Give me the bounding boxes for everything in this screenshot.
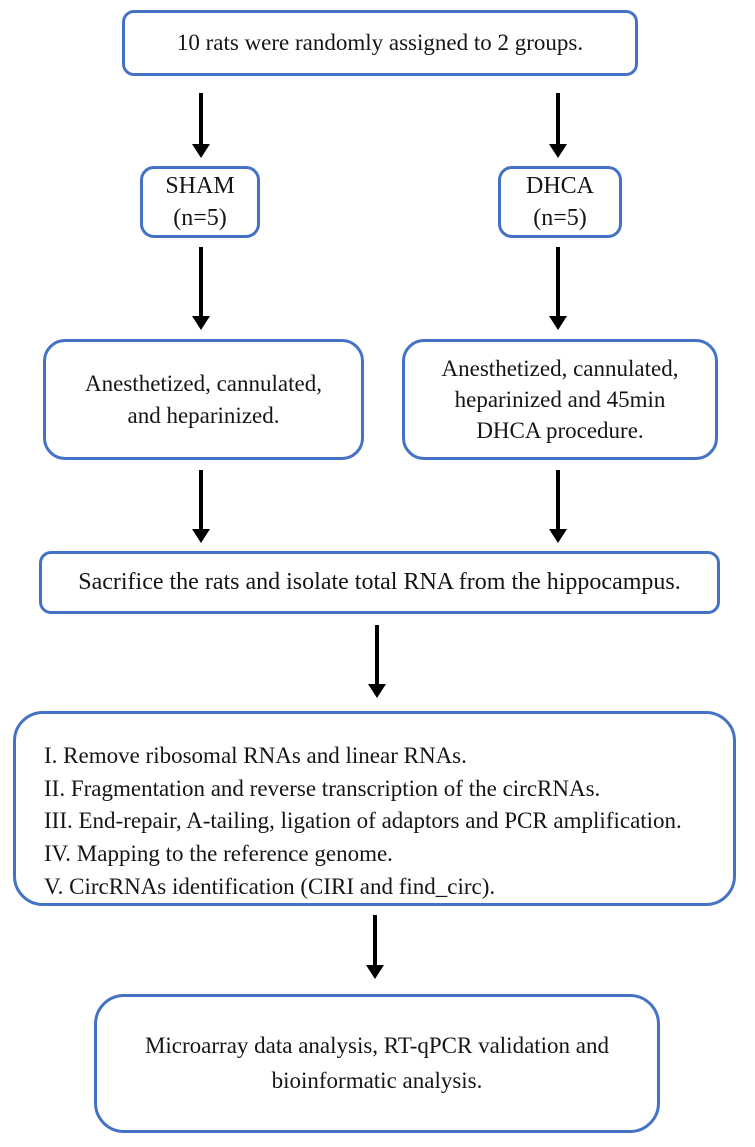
arrow-head-icon [192,529,210,543]
sequencing-step-item: V. CircRNAs identification (CIRI and find_circ). [44,873,496,899]
sacrifice-box [39,551,720,614]
arrow-stem [556,93,560,144]
sacrifice-text: Sacrifice the rats and isolate total RNA from the hippocampus. [78,569,681,596]
dhca-group-box [498,166,622,238]
arrow-steps-to-analysis [366,915,384,979]
sham-group-count: (n=5) [173,205,227,231]
arrow-sham-procedure-to-sacrifice [192,470,210,543]
dhca-procedure-box [402,339,718,460]
assignment-text: 10 rats were randomly assigned to 2 groups. [176,30,584,56]
arrow-stem [556,470,560,529]
sham-procedure-box [43,339,364,460]
arrow-head-icon [192,144,210,158]
arrow-stem [556,247,560,316]
dhca-group-count: (n=5) [533,205,587,231]
arrow-assignment-to-dhca [549,93,567,158]
sequencing-step-item: II. Fragmentation and reverse transcription of the circRNAs. [44,775,601,801]
sequencing-step-item: III. End-repair, A-tailing, ligation of adaptors and PCR amplification. [44,808,682,834]
arrow-dhca-to-procedure [549,247,567,330]
arrow-stem [199,247,203,316]
arrow-assignment-to-sham [192,93,210,158]
arrow-stem [199,93,203,144]
sham-procedure-line: Anesthetized, cannulated, [85,371,322,397]
sequencing-step-item: I. Remove ribosomal RNAs and linear RNAs. [44,743,467,768]
arrow-stem [199,470,203,529]
sham-group-name: SHAM [165,172,235,199]
arrow-head-icon [366,965,384,979]
arrow-head-icon [368,684,386,698]
arrow-dhca-procedure-to-sacrifice [549,470,567,543]
sequencing-step-item: IV. Mapping to the reference genome. [44,840,393,866]
sham-group-box [140,166,260,238]
arrow-head-icon [549,529,567,543]
arrow-stem [375,625,379,684]
sequencing-steps-box [13,711,736,906]
assignment-box [122,10,638,76]
arrow-head-icon [549,316,567,330]
arrow-sacrifice-to-steps [368,625,386,698]
arrow-stem [373,915,377,965]
dhca-procedure-line: DHCA procedure. [476,418,644,444]
analysis-line: bioinformatic analysis. [271,1067,483,1093]
dhca-procedure-line: Anesthetized, cannulated, [441,355,679,381]
arrow-sham-to-procedure [192,247,210,330]
dhca-group-name: DHCA [525,172,594,199]
arrow-head-icon [192,316,210,330]
analysis-box [94,994,660,1133]
arrow-head-icon [549,144,567,158]
sham-procedure-line: and heparinized. [127,402,280,428]
analysis-line: Microarray data analysis, RT-qPCR validation and [144,1033,610,1058]
dhca-procedure-line: heparinized and 45min [454,386,666,412]
